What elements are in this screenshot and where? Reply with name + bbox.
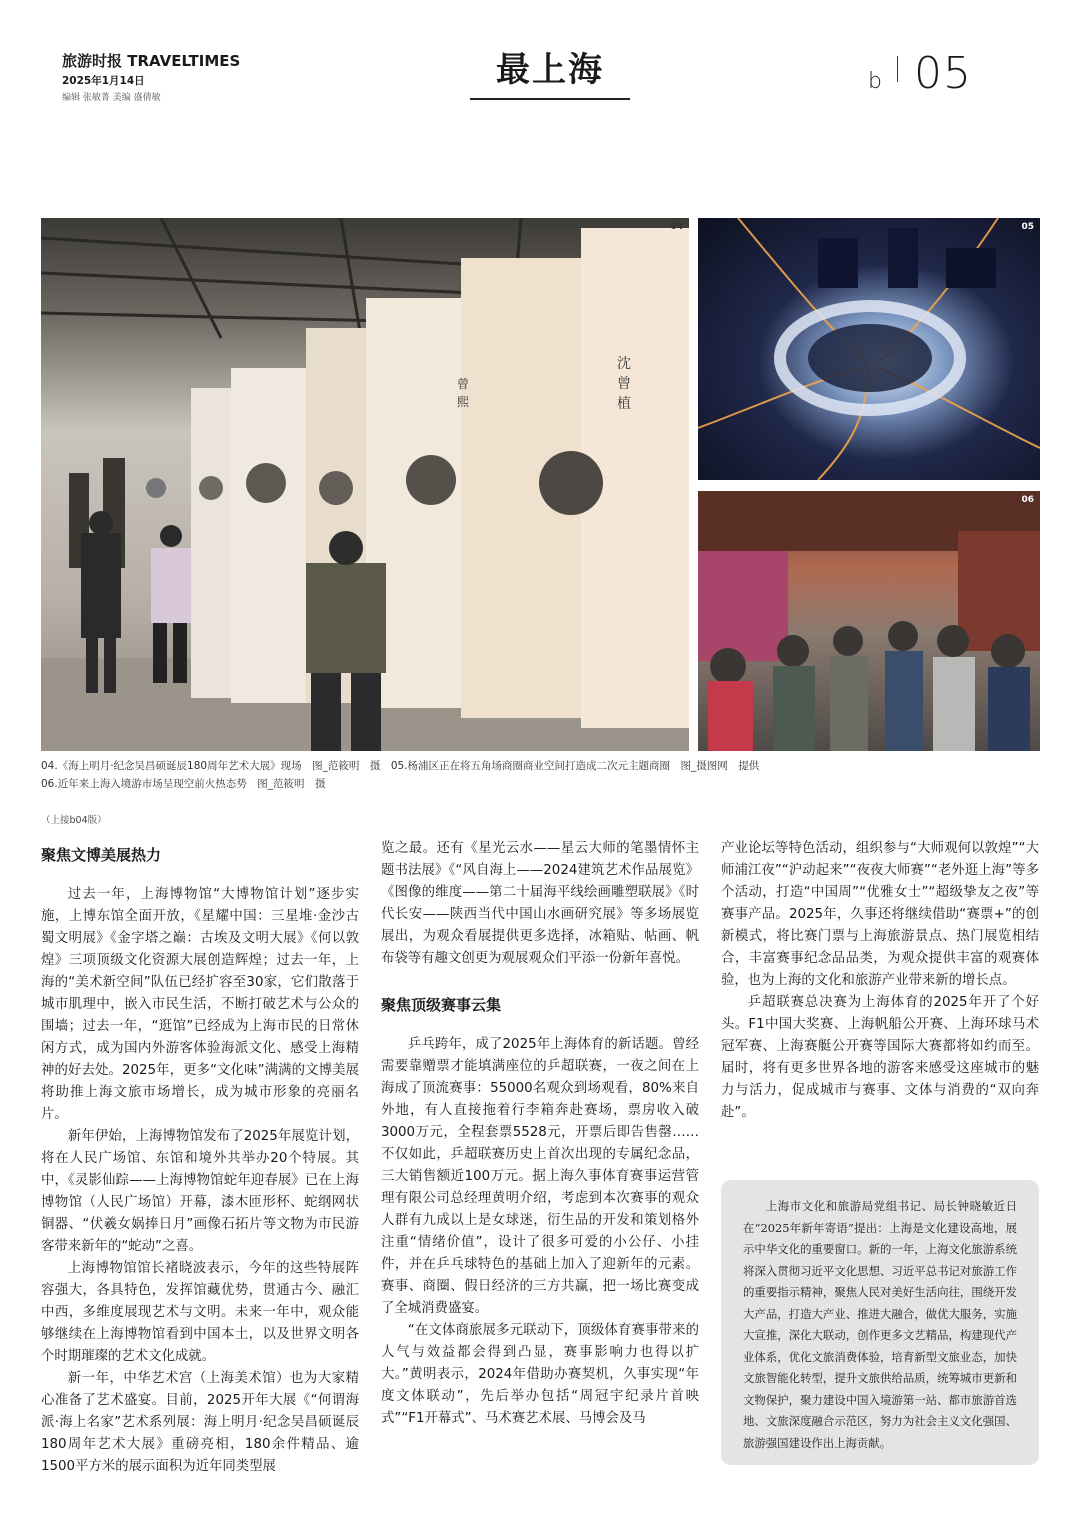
paragraph: 乒乓跨年，成了2025年上海体育的新话题。曾经需要靠赠票才能填满座位的乒超联赛，一夜之间在上海成了顶流赛事：55000名观众到场观看，80%来自外地，有人直接拖着行李箱奔赴赛场，票房收入破3000万元，全程套票5528元，开票后即告售罄……不仅如此，乒超联赛历史上首次出现的专属纪念品，三大销售额近100万元。据上海久事体育赛事运营管理有限公司总经理黄明介绍，考虑到本次赛事的观众人群有九成以上是女球迷，衍生品的开发和策划格外注重“情绪价值”，设计了很多可爱的小公仔、小挂件，并在乒乓球特色的基础上加入了迎新年的元素。赛事、商圈、假日经济的三方共赢，把一场比赛变成了全城消费盛宴。 [381, 1037, 699, 1316]
paragraph: 新年伊始，上海博物馆发布了2025年展览计划，将在人民广场馆、东馆和境外共举办20个特展。其中，《灵影仙踪——上海博物馆蛇年迎春展》已在上海博物馆（人民广场馆）开幕，漆木匝形杯、蛇纲网状铜器、“伏羲女娲捧日月”画像石拓片等文物为市民游客带来新年的“蛇动”之喜。 [41, 1129, 359, 1254]
page-prefix: b [868, 69, 883, 94]
heading-museums-exhibitions: 聚焦文博美展热力 [41, 846, 162, 864]
masthead [62, 50, 312, 103]
photo-number-06: 06 [1021, 495, 1034, 505]
page-number-value: 05 [914, 48, 972, 99]
paragraph: 乒超联赛总决赛为上海体育的2025年开了个好头。F1中国大奖赛、上海帆船公开赛、上海环球马术冠军赛、上海赛艇公开赛等国际大赛都将如约而至。届时，将有更多世界各地的游客来感受这座城市的魅力与活力，促成城市与赛事、文体与消费的“双向奔赴”。 [721, 995, 1039, 1120]
photo-caption-line1: 04.《海上明月·纪念吴昌硕诞辰180周年艺术大展》现场 图_范筱明 摄 05.杨浦区正在将五角场商圈商业空间打造成二次元主题商圈 图_摄图网 提供 [41, 760, 760, 772]
paragraph: 过去一年，上海博物馆“大博物馆计划”逐步实施，上博东馆全面开放，《星耀中国：三星堆·金沙古蜀文明展》《金字塔之巅：古埃及文明大展》《何以敦煌》三项顶级文化资源大展创造辉煌；过去一年，上海的“美术新空间”队伍已经扩容至30家，它们散落于城市肌理中，嵌入市民生活，不断打破艺术与公众的围墙；过去一年，“逛馆”已经成为上海市民的日常休闲方式，成为国内外游客体验海派文化、感受上海精神的好去处。2025年，更多“文化味”满满的文博美展将助推上海文旅市场增长，成为城市形象的亮丽名片。 [41, 887, 359, 1122]
photo-exhibition-hall [41, 218, 689, 751]
svg-text:曾: 曾 [617, 376, 631, 392]
issue-date: 2025年1月14日 [62, 75, 145, 87]
heading-sports-events: 聚焦顶级赛事云集 [381, 996, 502, 1014]
svg-text:熙: 熙 [457, 395, 470, 409]
photo-inbound-tourists [698, 491, 1040, 751]
article-column-2 [381, 838, 699, 1430]
svg-text:曾: 曾 [457, 377, 470, 391]
panel-name-label: 沈 [617, 356, 631, 372]
photo-wujiaochang-aerial [698, 218, 1040, 480]
photo-number-04: 04 [670, 222, 683, 232]
section-title: 最上海 [496, 50, 604, 90]
editor-credits: 编辑 张敏菁 美编 盛倩敏 [62, 93, 161, 103]
page-number [868, 48, 972, 99]
photo-caption-line2: 06.近年来上海入境游市场呈现空前火热态势 图_范筱明 摄 [41, 778, 326, 790]
newspaper-title: 旅游时报 TRAVELTIMES [62, 52, 241, 70]
exhibition-illustration [41, 218, 689, 751]
paragraph: 新一年，中华艺术宫（上海美术馆）也为大家精心准备了艺术盛宴。目前，2025开年大展《“何谓海派·海上名家”艺术系列展：海上明月·纪念吴昌硕诞辰180周年艺术大展》重磅亮相，180余件精品、逾1500平方米的展示面积为近年同类型展 [41, 1371, 359, 1474]
director-quote-box [721, 1180, 1039, 1465]
paragraph: 览之最。还有《星光云水——星云大师的笔墨情怀主题书法展》《“风自海上——2024建筑艺术作品展览》《图像的维度——第二十届海平线绘画雕塑联展》《时代长安——陕西当代中国山水画研究展》等多场展览展出，为观众看展提供更多选择，冰箱贴、帖画、帆布袋等有趣文创更为观展观众们平添一份新年喜悦。 [381, 841, 699, 966]
section-title-underline [470, 98, 630, 100]
quote-text: 上海市文化和旅游局党组书记、局长钟晓敏近日在“2025年新年寄语”提出：上海是文化建设高地，展示中华文化的重要窗口。新的一年，上海文化旅游系统将深入贯彻习近平文化思想、习近平总书记对旅游工作的重要指示精神，聚焦人民对美好生活向往，围绕开发大产品，打造大产业、推进大融合，做优大服务，实施大宣推，深化大联动，创作更多文艺精品，构建现代产业体系，优化文旅消费体验，培育新型文旅业态，加快文旅智能化转型，提升文旅供给品质，统筹城市更新和文物保护，聚力建设中国入境游第一站、都市旅游首选地、文旅深度融合示范区，努力为社会主义文化强国、旅游强国建设作出上海贡献。 [743, 1199, 1017, 1450]
continued-from-note: （上接b04版） [41, 815, 107, 826]
paragraph: 产业论坛等特色活动，组织参与“大师观何以敦煌”“大师浦江夜”“沪动起来”“夜夜大师赛”“老外逛上海”等多个活动，打造“中国周”“优雅女士”“超级挚友之夜”等赛事产品。2025年，久事还将继续借助“赛票+”的创新模式，将比赛门票与上海旅游景点、热门展览相结合，丰富赛事纪念品品类，为观众提供丰富的观赛体验，也为上海的文化和旅游产业带来新的增长点。 [721, 841, 1039, 988]
paragraph: 上海博物馆馆长褚晓波表示，今年的这些特展阵容强大，各具特色，发挥馆藏优势，贯通古今、融汇中西，多维度展现艺术与文明。未来一年中，观众能够继续在上海博物馆看到中国本土，以及世界文明各个时期璀璨的艺术文化成就。 [41, 1261, 359, 1364]
page-divider [897, 56, 898, 82]
crowd-illustration [698, 491, 1040, 751]
article-column-3 [721, 838, 1039, 1124]
article-column-1 [41, 838, 359, 1478]
paragraph: “在文体商旅展多元联动下，顶级体育赛事带来的人气与效益都会得到凸显，赛事影响力也得以扩大。”黄明表示，2024年借助办赛契机，久事实现“年度文体联动”，先后举办包括“周冠宇纪录片首映式”“F1开幕式”、马术赛艺术展、马博会及马 [381, 1323, 699, 1426]
aerial-illustration [698, 218, 1040, 480]
photo-number-05: 05 [1021, 222, 1034, 232]
svg-text:植: 植 [617, 396, 631, 412]
